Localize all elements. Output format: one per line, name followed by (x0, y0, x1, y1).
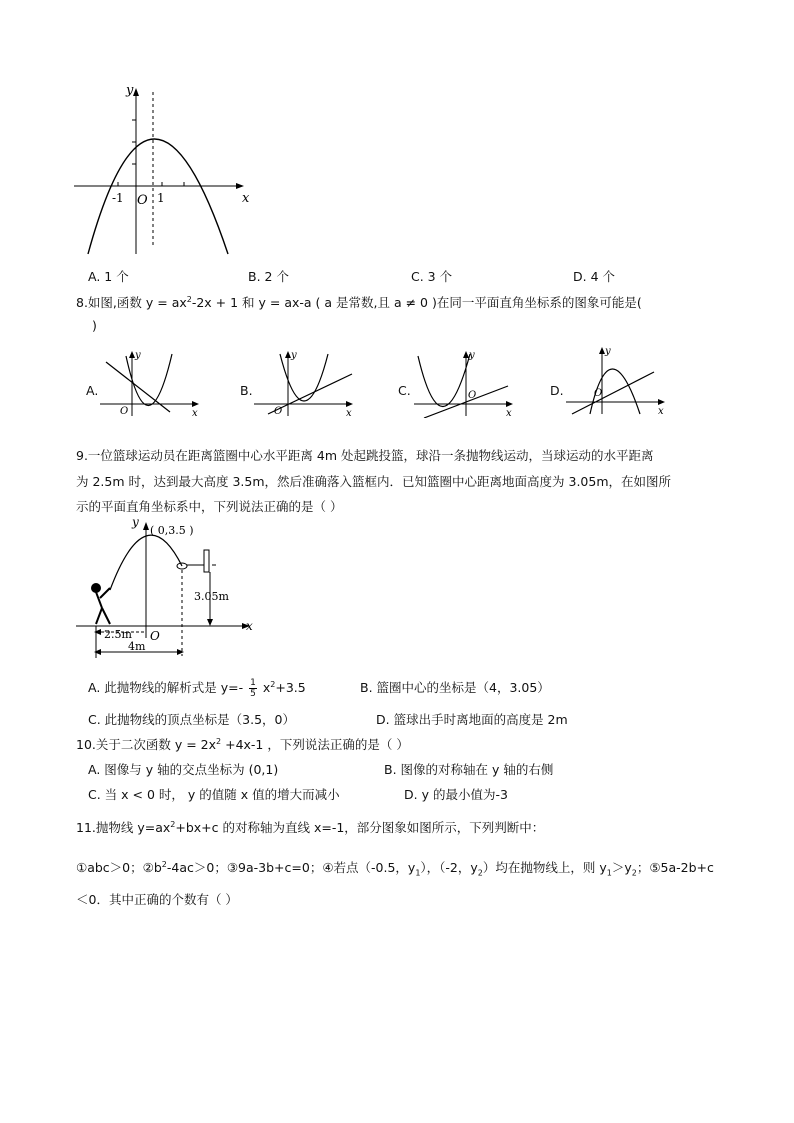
q9-stem-line1: 9.一位篮球运动员在距离篮圈中心水平距离 4m 处起跳投篮，球沿一条抛物线运动，当球运动的水平距离 (76, 448, 654, 463)
q8-option-b-letter[interactable]: B. (240, 383, 253, 398)
q7-y-arrow (133, 88, 139, 96)
q8-option-d-letter[interactable]: D. (550, 383, 564, 398)
q11-stem-b: +bx+c 的对称轴为直线 x=-1，部分图象如图所示，下列判断中： (175, 820, 545, 835)
q9-option-a-post: x (262, 680, 271, 695)
q8a-y-label: y (135, 350, 141, 361)
q10-option-a[interactable]: A. 图像与 y 轴的交点坐标为 (0,1) (88, 762, 279, 777)
q9-stem-line2: 为 2.5m 时，达到最大高度 3.5m，然后准确落入篮框内．已知篮圈中心距离地面高度为 3.05m，在如图所 (76, 474, 672, 489)
q11-l2-s4: 2 (631, 868, 637, 878)
q8b-y-label: y (291, 350, 297, 361)
q8-option-a-graph[interactable] (98, 348, 208, 418)
q8b-x-arrow (346, 401, 353, 407)
q8c-x-arrow (506, 401, 513, 407)
q10-stem (76, 735, 409, 753)
q8d-origin: O (594, 388, 603, 399)
q9-label-d2: 4m (128, 640, 146, 653)
q8-option-a-letter[interactable]: A. (86, 383, 99, 398)
q8d-x-arrow (658, 399, 665, 405)
q10-option-d[interactable]: D. y 的最小值为-3 (404, 787, 508, 802)
q7-label-origin: O (137, 193, 148, 208)
q11-stem-exp: 2 (170, 819, 176, 829)
q8c-origin: O (468, 390, 477, 401)
q8-stem-exp: 2 (186, 294, 192, 304)
q8-option-d-graph[interactable] (564, 344, 674, 416)
q8d-y-label: y (605, 346, 611, 357)
q7-x-arrow (236, 183, 244, 189)
q9-stem-line3: 示的平面直角坐标系中，下列说法正确的是（ ） (76, 499, 343, 514)
q9-label-y: y (132, 515, 139, 529)
q11-l2-b: -4ac＞0；③9a-3b+c=0；④若点（-0.5，y (166, 860, 416, 875)
q8-stem-line2: ) (92, 318, 97, 333)
q9-label-d1: 2.5m (104, 628, 132, 641)
q7-label-x: x (242, 191, 250, 206)
q11-l2-s2: 2 (477, 868, 483, 878)
q9-fraction-numerator: 1 (250, 678, 256, 688)
q11-l2-a: ①abc＞0；②b (76, 860, 162, 875)
q9-option-a-end: +3.5 (275, 680, 306, 695)
q11-l2-c: ），（-2，y (420, 860, 478, 875)
q9-label-x: x (246, 619, 253, 633)
q11-stem (76, 818, 544, 836)
q9-backboard (204, 550, 209, 572)
q11-l2-d: ）均在抛物线上，则 y (482, 860, 607, 875)
q8c-y-label: y (469, 350, 475, 361)
q7-label-one: 1 (157, 191, 165, 205)
q8-stem-a: 8.如图,函数 y = ax (76, 295, 187, 310)
q8-option-b-graph[interactable] (252, 348, 362, 418)
q8-stem (76, 293, 642, 311)
q11-stem-a: 11.抛物线 y=ax (76, 820, 171, 835)
q7-label-y: y (126, 83, 134, 98)
q8a-x-label: x (192, 408, 198, 418)
q8a-parabola (126, 354, 172, 406)
q10-stem-exp: 2 (216, 736, 222, 746)
q11-statements-line2: ＜0．其中正确的个数有（ ） (76, 892, 238, 907)
q9-y-arrow (143, 522, 149, 530)
q10-option-c[interactable]: C. 当 x < 0 时， y 的值随 x 值的增大而减小 (88, 787, 340, 802)
q11-l2-e: ＞y (611, 860, 632, 875)
q8b-x-label: x (346, 408, 352, 418)
q11-l2-s3: 1 (606, 868, 612, 878)
q9-height-arrowhead (207, 619, 213, 626)
q8-stem-b: -2x + 1 和 y = ax-a ( a 是常数,且 a ≠ 0 )在同一平面直角坐标系的图象可能是( (191, 295, 642, 310)
q7-option-c[interactable]: C. 3 个 (411, 269, 453, 284)
q11-l2-exp: 2 (161, 859, 167, 869)
q8d-x-label: x (658, 406, 664, 416)
q8d-line (572, 372, 654, 414)
q9-dim1-left (94, 629, 101, 635)
q7-option-b[interactable]: B. 2 个 (248, 269, 289, 284)
q8a-x-arrow (192, 401, 199, 407)
q9-option-a-pre: A. 此抛物线的解析式是 y=- (88, 680, 244, 695)
q9-basketball-figure (74, 514, 264, 664)
q8c-x-label: x (506, 408, 512, 418)
q9-label-vertex: ( 0,3.5 ) (150, 524, 194, 537)
q9-option-d[interactable]: D. 篮球出手时离地面的高度是 2m (376, 712, 568, 727)
q10-option-b[interactable]: B. 图像的对称轴在 y 轴的右侧 (384, 762, 554, 777)
q7-label-neg1: -1 (112, 191, 124, 205)
q8a-origin: O (120, 406, 129, 417)
q8b-parabola (280, 354, 328, 401)
q9-option-b[interactable]: B. 篮圈中心的坐标是（4，3.05） (360, 680, 550, 695)
q9-dim2-left (94, 649, 101, 655)
q10-stem-b: +4x-1 ，下列说法正确的是（ ） (221, 737, 409, 752)
q9-fraction-denominator: 5 (250, 689, 256, 699)
q11-l2-f: ；⑤5a-2b+c (636, 860, 714, 875)
q11-statements (76, 858, 714, 878)
q8c-parabola (418, 354, 470, 407)
q8-option-c-letter[interactable]: C. (398, 383, 411, 398)
q9-label-height: 3.05m (194, 590, 229, 603)
q7-option-a[interactable]: A. 1 个 (88, 269, 129, 284)
q7-parabola-graph (70, 80, 260, 260)
q9-dim2-right (177, 649, 184, 655)
q9-option-a-fraction (249, 678, 257, 699)
q9-label-origin: O (150, 629, 160, 643)
q11-l2-s1: 1 (415, 868, 421, 878)
q8-option-c-graph[interactable] (412, 348, 522, 418)
q9-option-a[interactable] (88, 678, 306, 699)
q10-stem-a: 10.关于二次函数 y = 2x (76, 737, 217, 752)
q9-option-c[interactable]: C. 此抛物线的顶点坐标是（3.5，0） (88, 712, 296, 727)
q8b-origin: O (274, 406, 283, 417)
q9-option-a-exp: 2 (270, 679, 276, 689)
q9-player-figure (92, 584, 110, 624)
q7-option-d[interactable]: D. 4 个 (573, 269, 615, 284)
